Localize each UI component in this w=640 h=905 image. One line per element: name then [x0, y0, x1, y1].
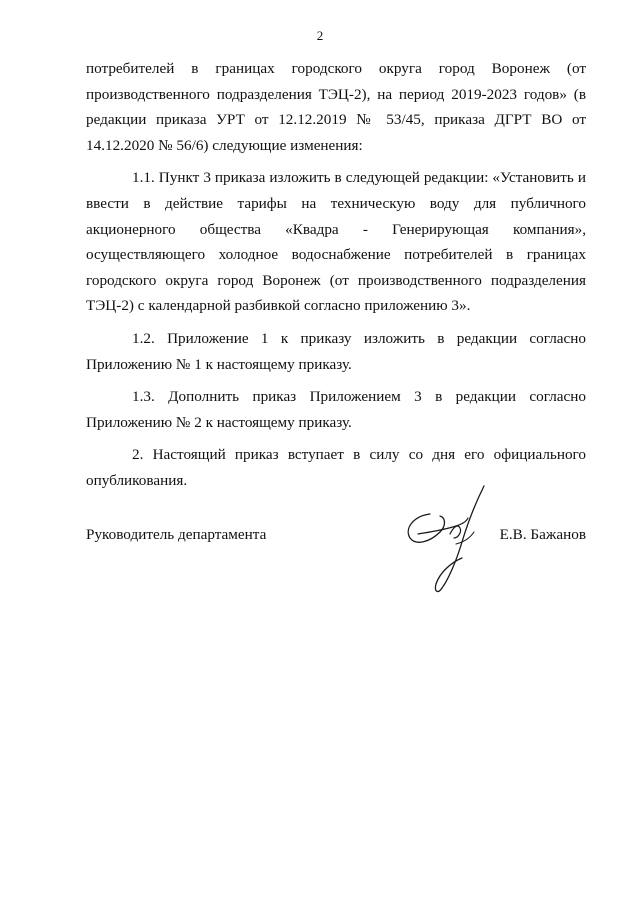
signature-block — [86, 522, 586, 552]
paragraph-1-1: 1.1. Пункт 3 приказа изложить в следующей редакции: «Установить и ввести в действие тарифы на техническую воду для публичного акционерного общества «Квадра - Генерирующая компания», осуществляющего холодное водоснабжение потребителей в границах городского округа город Воронеж (от производственного подразделения ТЭЦ-2) с календарной разбивкой согласно приложению 3». — [86, 169, 586, 315]
paragraph-2: 2. Настоящий приказ вступает в силу со дня его официального опубликования. — [86, 446, 586, 489]
handwritten-signature — [396, 482, 496, 602]
document-body — [86, 56, 586, 494]
signer-name: Е.В. Бажанов — [499, 526, 586, 543]
paragraph-1-2: 1.2. Приложение 1 к приказу изложить в редакции согласно Приложению № 1 к настоящему приказу. — [86, 329, 586, 373]
paragraph-1-3: 1.3. Дополнить приказ Приложением 3 в редакции согласно Приложению № 2 к настоящему приказу. — [86, 388, 586, 431]
paragraph-intro: потребителей в границах городского округа город Воронеж (от производственного подразделения ТЭЦ-2), на период 2019-2023 годов» (в редакции приказа УРТ от 12.12.2019 № 53/45, приказа ДГРТ ВО от 14.12.2020 № 56/6) следующие изменения: — [86, 60, 586, 154]
signer-title: Руководитель департамента — [86, 526, 267, 543]
page-number: 2 — [316, 28, 324, 43]
